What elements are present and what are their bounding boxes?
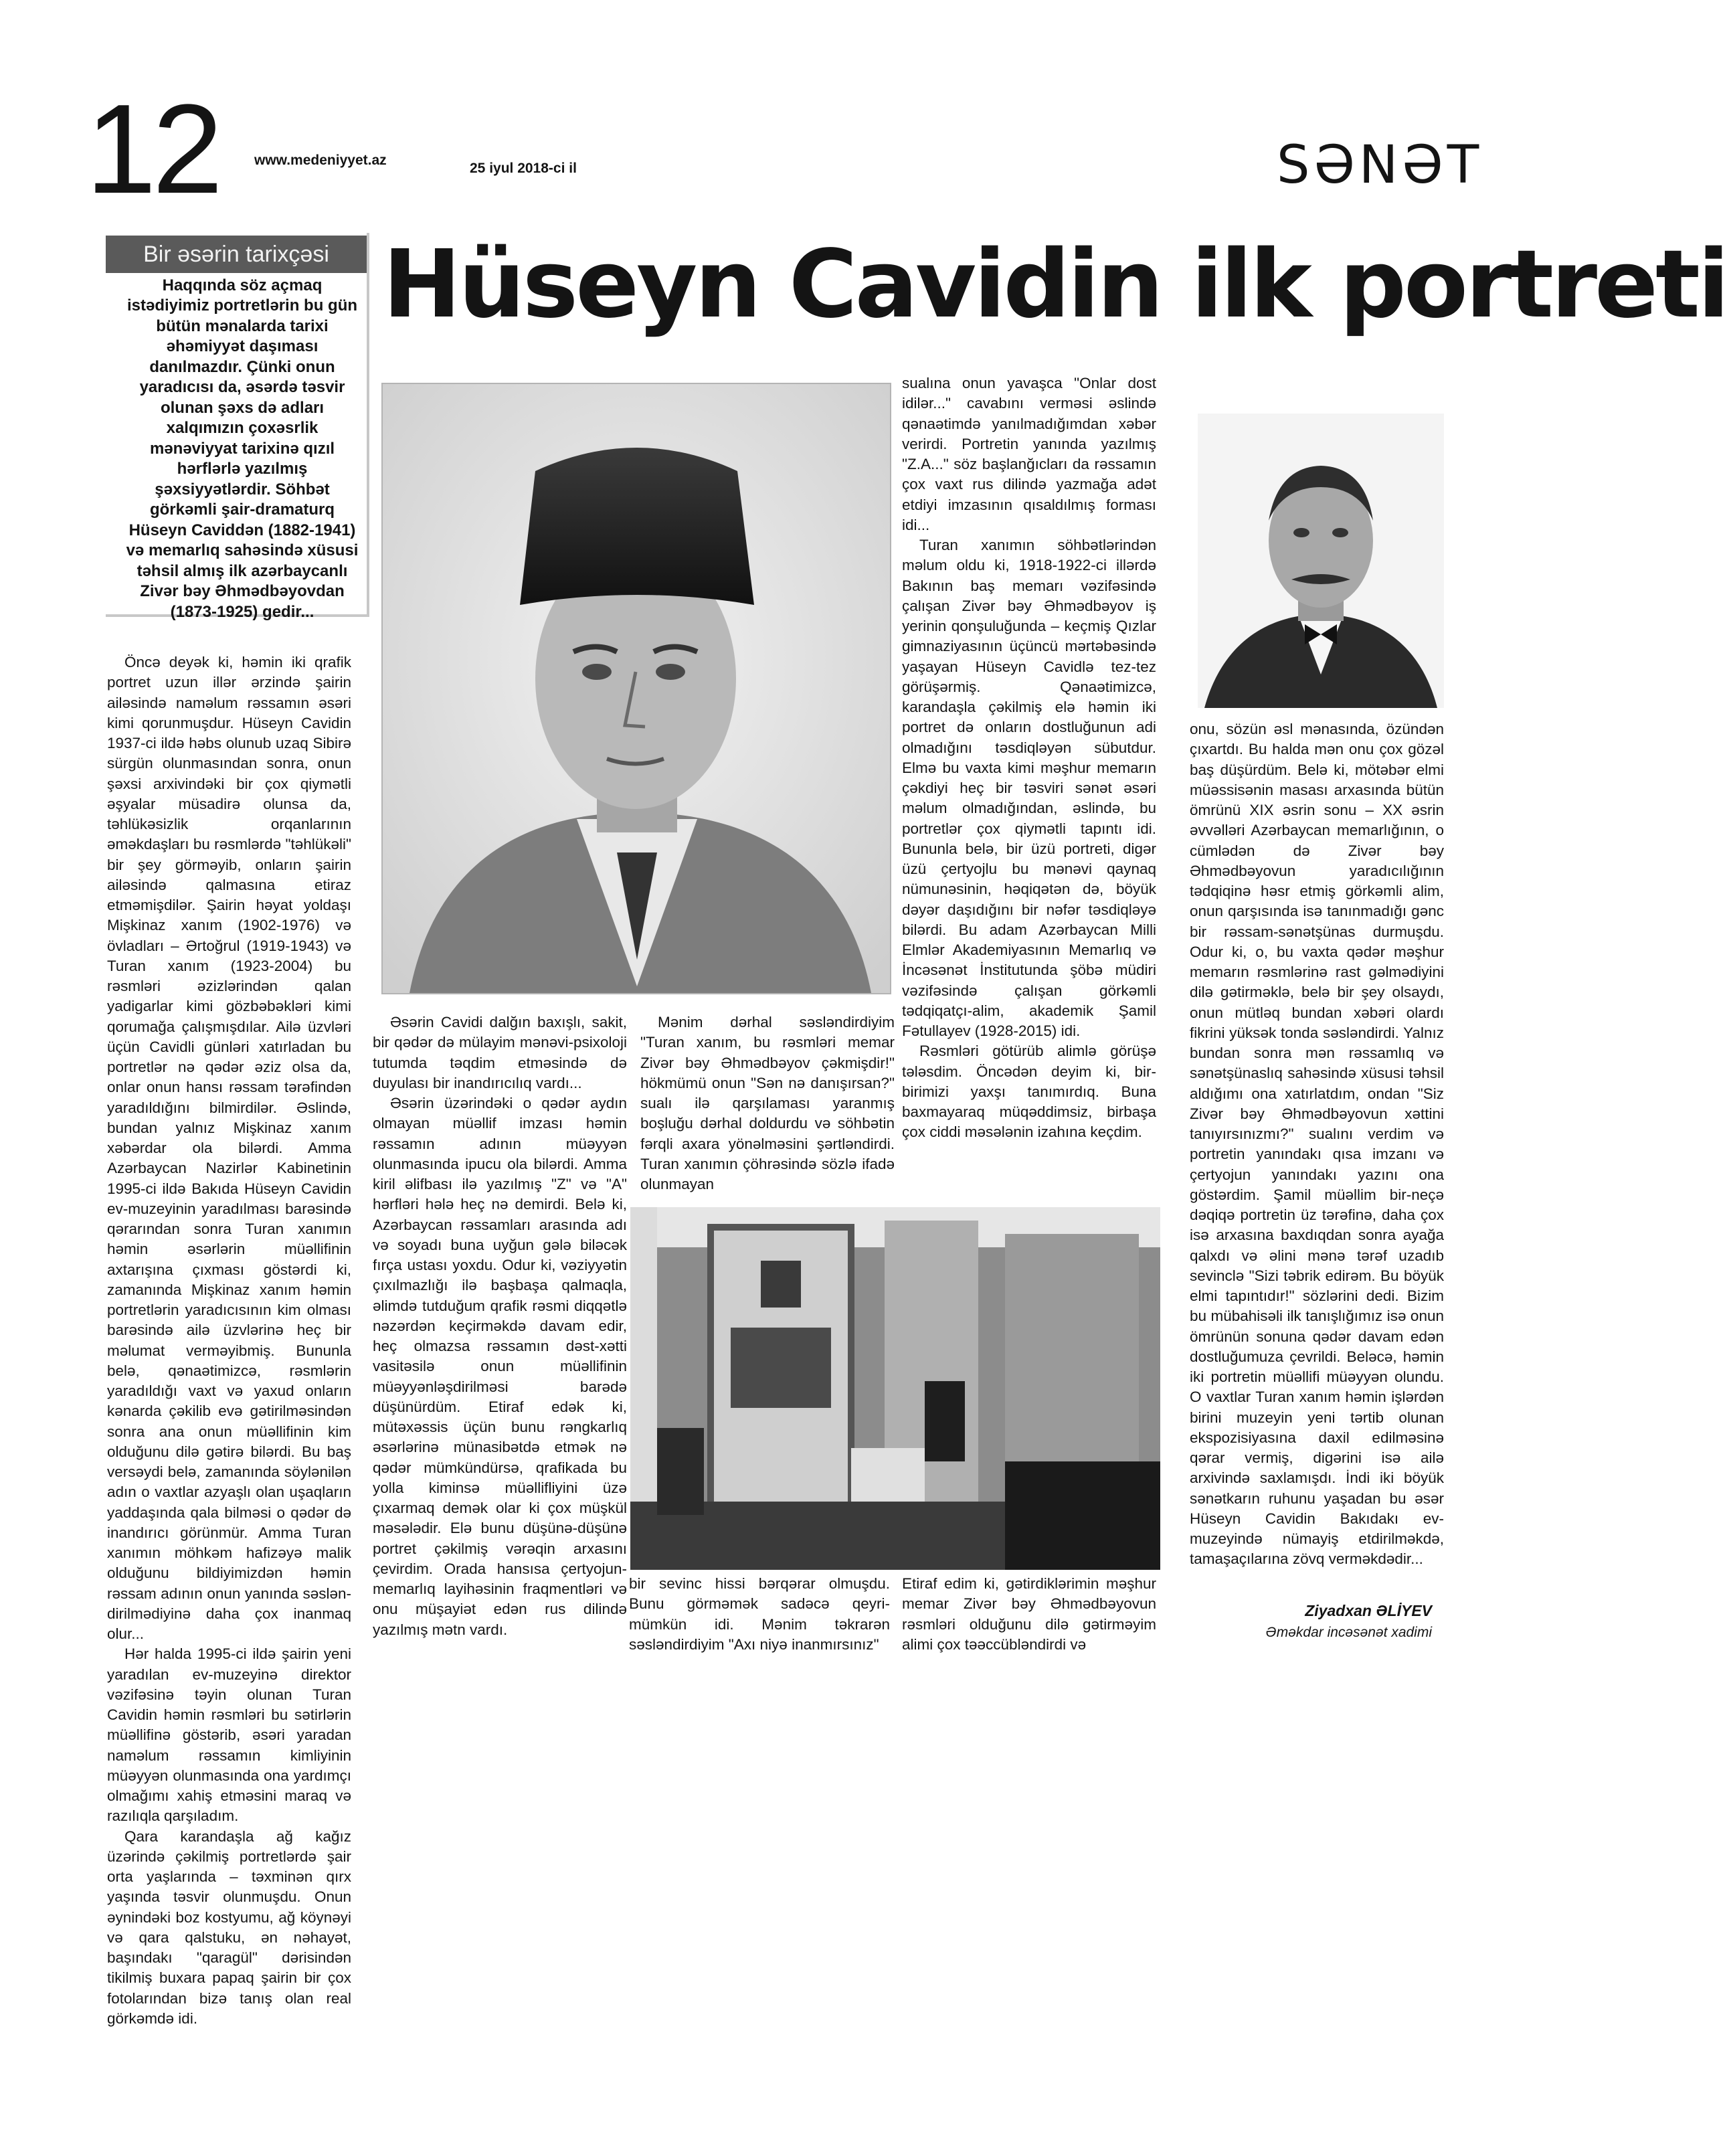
website: www.medeniyyet.az: [254, 153, 387, 168]
paragraph: Öncə deyək ki, həmin iki qrafik portret uzun illər ərzində şairin ailəsində naməlum rəssamın əsəri kimi qorunmuşdur. Hüseyn Cavidin 1937-ci ildə həbs olunub uzaq Sibirə sürgün olunmasından sonra, onun şəxsi arxivindəki bir çox qiymətli əşyalar müsadirə olunsa da, təhlükəsizlik orqanlarının əməkdaşları bu rəsmlərdə "təhlükəli" bir şey görməyib, onların şairin ailəsində qalmasına etiraz etməmişdilər. Şairin həyat yoldaşı Mişkinaz xanım (1902-1976) və övladları – Ərtoğrul (1919-1943) və Turan xanım (1923-2004) bu rəsmləri əzizlərindən qalan yadigarlar kimi gözbəbəkləri kimi qorumağa çalışmışdılar. Ailə üzvləri üçün Cavidli günləri xatırladan bu portretlər nə qədər əziz olsa da, onlar onun hansı rəssam tərəfindən yaradıldığını bilmirdilər. Əslində, bundan yalnız Mişkinaz xanım xəbərdar ola bilərdi. Amma Azərbaycan Nazirlər Kabinetinin 1995-ci ildə Bakıda Hüseyn Cavidin ev-muzeyinin yaradılması barəsində qərarından sonra Turan xanımın həmin əsərlərin müəllifinin axtarışına çıxması göstərdi ki, zamanında Mişkinaz xanım həmin portretlərin yaradıcısının kim olması barəsində ailə üzvlərinə heç bir məlumat verməyibmiş. Bununla belə, qənaətimizcə, rəsmlərin yaradıldığı vaxt və yaxud onların kənarda çəkilib evə gətirilməsindən sonra ana onun müəllifinin kim olduğunu dilə gətirə bilərdi. Bu baş versəydi belə, zamanında söylənilən adın o vaxtlar azyaşlı olan uşaqların yaddaşında qala bilməsi o qədər də inandırıcı görünmür. Amma Turan xanımın möhkəm hafizəyə malik olduğunu bildiyimizdən həmin rəssam adının onun yanında səsləndirilmədiyinə daha çox inanmaq olur...: [107, 654, 351, 1642]
page-number: 12: [86, 78, 219, 220]
article-column-1: [107, 652, 351, 2029]
article-column-4-continued: [902, 1574, 1156, 1655]
portrait-javid-icon: [383, 384, 890, 993]
museum-interior-icon: [630, 1207, 1160, 1570]
article-column-3: [640, 1012, 895, 1194]
paragraph: Etiraf edim ki, gətirdiklərimin məşhur memar Zivər bəy Əhmədbəyovun rəsmləri olduğunu dilə gətirməyim alimi çox təəccübləndirdi və: [902, 1575, 1156, 1653]
article-title: Hüseyn Cavidin ilk portreti: [383, 230, 1727, 339]
paragraph: Əsərin üzərindəki o qədər aydın olmayan müəllif imzası həmin rəssamın adının müəyyən olunmasında ipucu ola bilərdi. Amma kiril əlifbası ilə yazılmış "Z" və "A" hərfləri hələ heç nə demirdi. Belə ki, Azərbaycan rəssamları arasında adı və soyadı buna uyğun gələ biləcək fırça ustası yoxdu. Odur ki, vəziyyətin çıxılmazlığı ilə başbaşa qalmaqla, əlimdə tutduğum qrafik rəsmi diqqətlə nəzərdən keçirməkdə davam edir, heç olmazsa rəssamın dəst-xətti vasitəsilə onun müəllifinin müəyyənləşdirilməsi barədə düşünürdüm. Etiraf edək ki, mütəxəssis üçün bunu rəngkarlıq əsərlərinə münasibətdə etmək nə qədər mümkündürsə, qrafikada bu yolla kiminsə müəllifliyini üzə çıxarmaq demək olar ki çox müşkül məsələdir. Elə bunu düşünə-düşünə portret çəkilmiş vərəqin arxasını çevirdim. Orada hansısa çertyojun-memarlıq layihəsinin fraqmentləri və onu müşayiət edən rus dilində yazılmış mətn vardı.: [373, 1095, 627, 1638]
lead-paragraph: Haqqında söz açmaq istədiyimiz portretlərin bu gün bütün mənalarda tarixi əhəmiyyət daşıması danılmazdır. Çünki onun yaradıcısı da, əsərdə təsvir olunan şəxs də adları xalqımızın çoxəsrlik mənəviyyat tarixinə qızıl hərflərlə yazılmış şəxsiyyətlərdir. Söhbət görkəmli şair-dramaturq Hüseyn Caviddən (1882-1941) və memarlıq sahəsində xüsusi təhsil almış ilk azərbaycanlı Zivər bəy Əhmədbəyovdan (1873-1925) gedir...: [126, 276, 359, 621]
paragraph: Əsərin Cavidi dalğın baxışlı, sakit, bir qədər də mülayim mənəvi-psixoloji tutumda təqdim etməsində də duyulası bir inandırıcılıq vardı...: [373, 1014, 627, 1091]
paragraph: Hər halda 1995-ci ildə şairin yeni yaradılan ev-muzeyinə direktor vəzifəsinə təyin olunan Turan Cavidin həmin rəsmləri bu sətirlərin müəllifinə göstərib, əsəri yaradan naməlum rəssamın kimliyinin müəyyən olunmasında ona yardımçı olmağımı xahiş etməsini maraq və razılıqla qarşıladım.: [107, 1645, 351, 1825]
museum-interior-photo: [630, 1207, 1160, 1570]
paragraph: sualına onun yavaşca "Onlar dost idilər..." cavabını verməsi əslində qənaətimdə yanılmadığımdan xəbər verirdi. Portretin yanında yazılmış "Z.A..." söz başlanğıcları da rəssamın çox vaxt rus dilində yazmağa adət etdiyi imzasının qısaldılmış forması idi...: [902, 375, 1156, 533]
small-portrait-photo: [1198, 414, 1444, 708]
article-column-4: [902, 373, 1156, 1143]
author-role: Əməkdar incəsənət xadimi: [1265, 1625, 1432, 1640]
section-title: SƏNƏT: [1277, 135, 1483, 195]
issue-date: 25 iyul 2018-ci il: [470, 161, 577, 176]
paragraph: Qara karandaşla ağ kağız üzərində çəkilmiş portretlərdə şair orta yaşlarında – təxminən qırx yaşında təsvir olunmuşdu. Onun əynindəki boz kostyumu, ağ köynəyi və qara qalstuku, ən nəhayət, başındakı "qaragül" dərisindən tikilmiş buxara papaq şairin bir çox fotolarından bizə tanış olan real görkəmdə idi.: [107, 1827, 351, 2027]
paragraph: onu, sözün əsl mənasında, özündən çıxartdı. Bu halda mən onu çox gözəl baş düşürdüm. Belə ki, mötəbər elmi müəssisənin masası arxasında bütün ömrünü XIX əsrin sonu – XX əsrin əvvəlləri Azərbaycan memarlığının, o cümlədən də Zivər bəy Əhmədbəyovun yaradıcılığının tədqiqinə həsr etmiş görkəmli alim, onun qarşısında isə tanınmadığı gənc bir rəssam-sənətşünas durmuşdu. Odur ki, o, bu vaxta qədər məşhur memarın rəsmlərinə rast gəlmədiyini dilə gətirməklə, belə bir şey olsaydı, onun mütləq bundan xəbəri olardı fikrini yüksək tonda səsləndirdi. Yalnız bundan sonra mən rəssamlıq və sənətşünaslıq sahəsində xüsusi təhsil aldığımı ona xatırlatdım, ondan "Siz Zivər bəy Əhmədbəyovun xəttini tanıyırsınızmı?" sualını verdim və portretin yanındakı qısa imzanı və çertyojun yanındakı yazını ona göstərdim. Şamil müəllim bir-neçə dəqiqə portretin üz tərəfinə, daha çox isə arxasına baxdıqdan sonra ayağa qalxdı və əlini mənə tərəf uzadıb sevinclə "Sizi təbrik edirəm. Bu böyük elmi tapıntıdır!" sözlərini dedi. Bizim bu mübahisəli ilk tanışlığımız isə onun ömrünün sonuna qədər davam edən dostluğumuza çevrildi. Beləcə, həmin iki portretin müəllifi müəyyən olundu. O vaxtlar Turan xanım həmin işlərdən birini muzeyin yeni tərtib olunan ekspozisiyasına daxil edilməsinə qərar vermiş, digərini isə ailə arxivində saxlamışdı. İndi iki böyük sənətkarın ruhunu yaşadan bu əsər Hüseyn Cavidin Bakıdakı ev-muzeyində nümayiş etdirilməkdə, tamaşaçılarına zövq verməkdədir...: [1190, 721, 1444, 1568]
article-column-2: [373, 1012, 627, 1640]
main-portrait-photo: [381, 383, 891, 994]
paragraph: bir sevinc hissi bərqərar olmuşdu. Bunu görməmək sadəcə qeyri-mümkün idi. Mənim təkrarən səsləndirdiyim "Axı niyə inanmırsınız": [629, 1575, 890, 1653]
article-column-3-continued: [629, 1574, 890, 1655]
portrait-ahmadbeyov-icon: [1198, 414, 1444, 708]
paragraph: Rəsmləri götürüb alimlə görüşə tələsdim. Öncədən deyim ki, bir-birimizi yaxşı tanımırdıq. Buna baxmayaraq müqəddimsiz, birbaşa çox ciddi məsələnin izahına keçdim.: [902, 1043, 1156, 1141]
rubric-label: Bir əsərin tarixçəsi: [106, 236, 367, 273]
paragraph: Turan xanımın söhbətlərindən məlum oldu ki, 1918-1922-ci illərdə Bakının baş memarı vəzifəsində çalışan Zivər bəy Əhmədbəyov iş yerinin qonşuluğunda – keçmiş Qızlar gimnaziyasının üçüncü mərtəbəsində yaşayan Hüseyn Cavidlə tez-tez görüşərmiş. Qənaətimizcə, karandaşla çəkilmiş elə həmin iki portret də onların dostluğunun adi olmadığını təsdiqləyən sübutdur. Elmə bu vaxta kimi məşhur memarın çəkdiyi heç bir təsviri sənət əsəri məlum olmadığından, əslində, bu portretlər çox qiymətli tapıntı idi. Bununla belə, bir üzü portreti, digər üzü çertyojlu bu mənəvi qaynaq nümunəsinin, həqiqətən də, böyük dəyər daşıdığını bir nəfər təsdiqləyə bilərdi. Bu adam Azərbaycan Milli Elmlər Akademiyasının Memarlıq və İncəsənət İnstitutunda şöbə müdiri vəzifəsində çalışan görkəmli tədqiqatçı-alim, akademik Şamil Fətullayev (1928-2015) idi.: [902, 537, 1156, 1039]
article-column-5: [1190, 719, 1444, 1570]
author-name: Ziyadxan ƏLİYEV: [1305, 1602, 1432, 1619]
paragraph: Mənim dərhal səsləndirdiyim "Turan xanım, bu rəsmləri memar Zivər bəy Əhmədbəyov çəkmişdir!" hökmümü onun "Sən nə danışırsan?" sualı ilə qarşılaması yaranmış boşluğu dərhal doldurdu və söhbətin fərqli axara yönəlməsini şərtləndirdi. Turan xanımın çöhrəsində sözlə ifadə olunmayan: [640, 1014, 895, 1192]
